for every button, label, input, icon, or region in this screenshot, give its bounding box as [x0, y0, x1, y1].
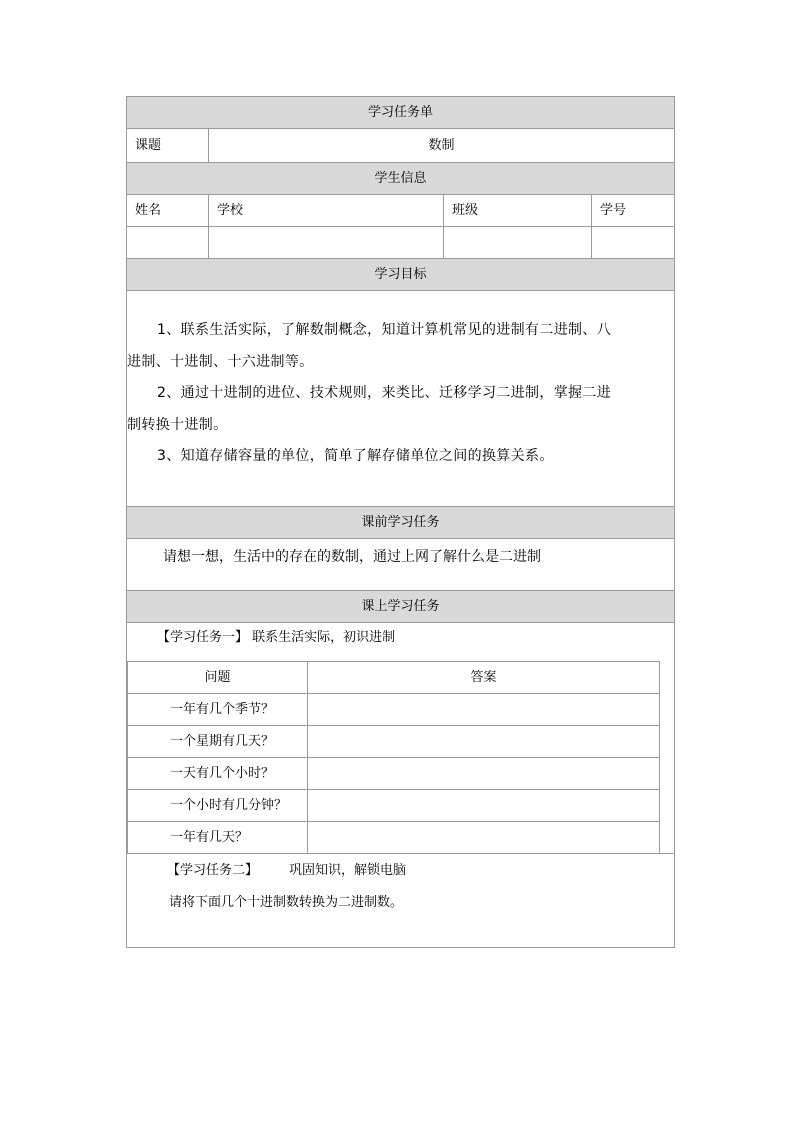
class-label: 班级 [444, 195, 592, 226]
task2-subtitle: 巩固知识，解锁电脑 [289, 863, 407, 878]
answer-cell[interactable] [308, 790, 659, 821]
answer-cell[interactable] [308, 726, 659, 757]
class-field[interactable] [444, 227, 592, 258]
question-cell: 一年有几个季节？ [128, 694, 308, 725]
student-info-input-row [127, 227, 674, 259]
student-info-labels-row [127, 195, 674, 227]
student-id-field[interactable] [592, 227, 674, 258]
goal-line-2-cont: 制转换十进制。 [127, 416, 228, 433]
answer-cell[interactable] [308, 694, 659, 725]
table-bottom-divider [127, 853, 674, 854]
learning-task-sheet [126, 96, 675, 948]
name-field[interactable] [127, 227, 209, 258]
question-header: 问题 [128, 662, 308, 693]
task2-title: 【学习任务二】 [167, 863, 259, 878]
name-label: 姓名 [127, 195, 209, 226]
question-cell: 一个小时有几分钟？ [128, 790, 308, 821]
goals-heading: 学习目标 [127, 259, 674, 291]
task1-title: 【学习任务一】 联系生活实际，初识进制 [157, 630, 396, 645]
table-row [128, 693, 659, 725]
topic-value: 数制 [428, 138, 455, 153]
topic-label: 课题 [127, 129, 209, 162]
school-label: 学校 [209, 195, 444, 226]
sheet-title: 学习任务单 [127, 97, 674, 129]
pre-class-text: 请想一想，生活中的存在的数制，通过上网了解什么是二进制 [127, 539, 674, 591]
goal-line-3: 3、知道存储容量的单位，简单了解存储单位之间的换算关系。 [157, 448, 554, 464]
question-table-header [128, 661, 659, 693]
goal-line-1-cont: 进制、十进制、十六进制等。 [127, 353, 314, 370]
question-cell: 一天有几个小时？ [128, 758, 308, 789]
question-cell: 一年有几天？ [128, 822, 308, 853]
question-table [127, 661, 660, 853]
pre-class-heading: 课前学习任务 [127, 507, 674, 539]
table-row [128, 821, 659, 853]
goal-line-2: 2、通过十进制的进位、技术规则，来类比、迁移学习二进制，掌握二进 [157, 385, 612, 401]
topic-row [127, 129, 674, 163]
school-field[interactable] [209, 227, 444, 258]
question-cell: 一个星期有几天？ [128, 726, 308, 757]
table-row [128, 725, 659, 757]
answer-cell[interactable] [308, 822, 659, 853]
goals-content [127, 291, 674, 507]
answer-header: 答案 [470, 670, 497, 685]
goal-line-1: 1、联系生活实际，了解数制概念，知道计算机常见的进制有二进制、八 [157, 322, 612, 338]
table-row [128, 789, 659, 821]
answer-cell[interactable] [308, 758, 659, 789]
student-id-label: 学号 [600, 203, 627, 218]
in-class-heading: 课上学习任务 [127, 591, 674, 623]
student-info-heading: 学生信息 [127, 163, 674, 195]
task2-text: 请将下面几个十进制数转换为二进制数。 [169, 895, 404, 910]
table-row [128, 757, 659, 789]
